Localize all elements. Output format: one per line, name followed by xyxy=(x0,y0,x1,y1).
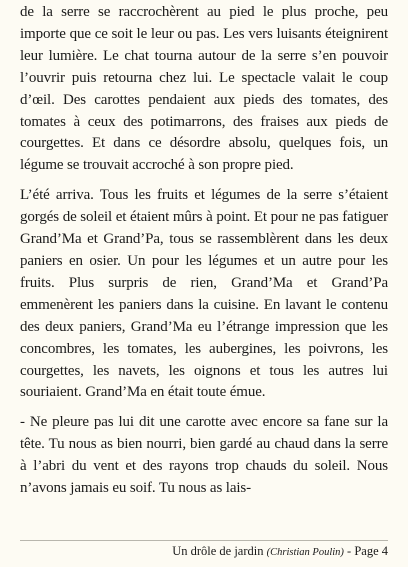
paragraph: L’été arriva. Tous les fruits et légumes de la serre s’étaient gorgés de soleil et étaient mûrs à point. Et pour ne pas fatiguer Grand’Ma et Grand’Pa, tous se rassemblèrent dans les deux paniers en osier. Un pour les légumes et un autre pour les fruits. Plus surpris de rien, Grand’Ma et Grand’Pa emmenèrent les paniers dans la cuisine. En lavant le contenu des deux paniers, Grand’Ma eu l’étrange impression que les concombres, les tomates, les aubergines, les poivrons, les courgettes, les navets, les oignons et tous les autres lui souriaient. Grand’Ma en était toute émue. xyxy=(20,187,388,401)
paragraph: - Ne pleure pas lui dit une carotte avec encore sa fane sur la tête. Tu nous as bien nourri, bien gardé au chaud dans la serre à l’abri du vent et des rayons trop chauds du soleil. Nous n’avons jamais eu soif. Tu nous as lais- xyxy=(20,414,388,497)
footer-divider xyxy=(20,540,388,541)
page-footer xyxy=(172,543,388,561)
page-number: - Page 4 xyxy=(347,544,388,558)
paragraph: de la serre se raccrochèrent au pied le plus proche, peu importe que ce soit le leur ou pas. Les vers luisants éteignirent leur lumière. Le chat tourna autour de la serre s’en pouvoir l’ouvrir puis retourna chez lui. Le spectacle valait le coup d’œil. Des carottes pendaient aux pieds des tomates, des tomates à ceux des potimarrons, des fraises aux pieds de courgettes. Et dans ce désordre absolu, quelques fois, un légume se trouvait accroché à son propre pied. xyxy=(20,4,388,174)
footer-title: Un drôle de jardin xyxy=(172,544,264,558)
footer-author: (Christian Poulin) xyxy=(266,547,344,558)
body-text xyxy=(20,2,388,500)
